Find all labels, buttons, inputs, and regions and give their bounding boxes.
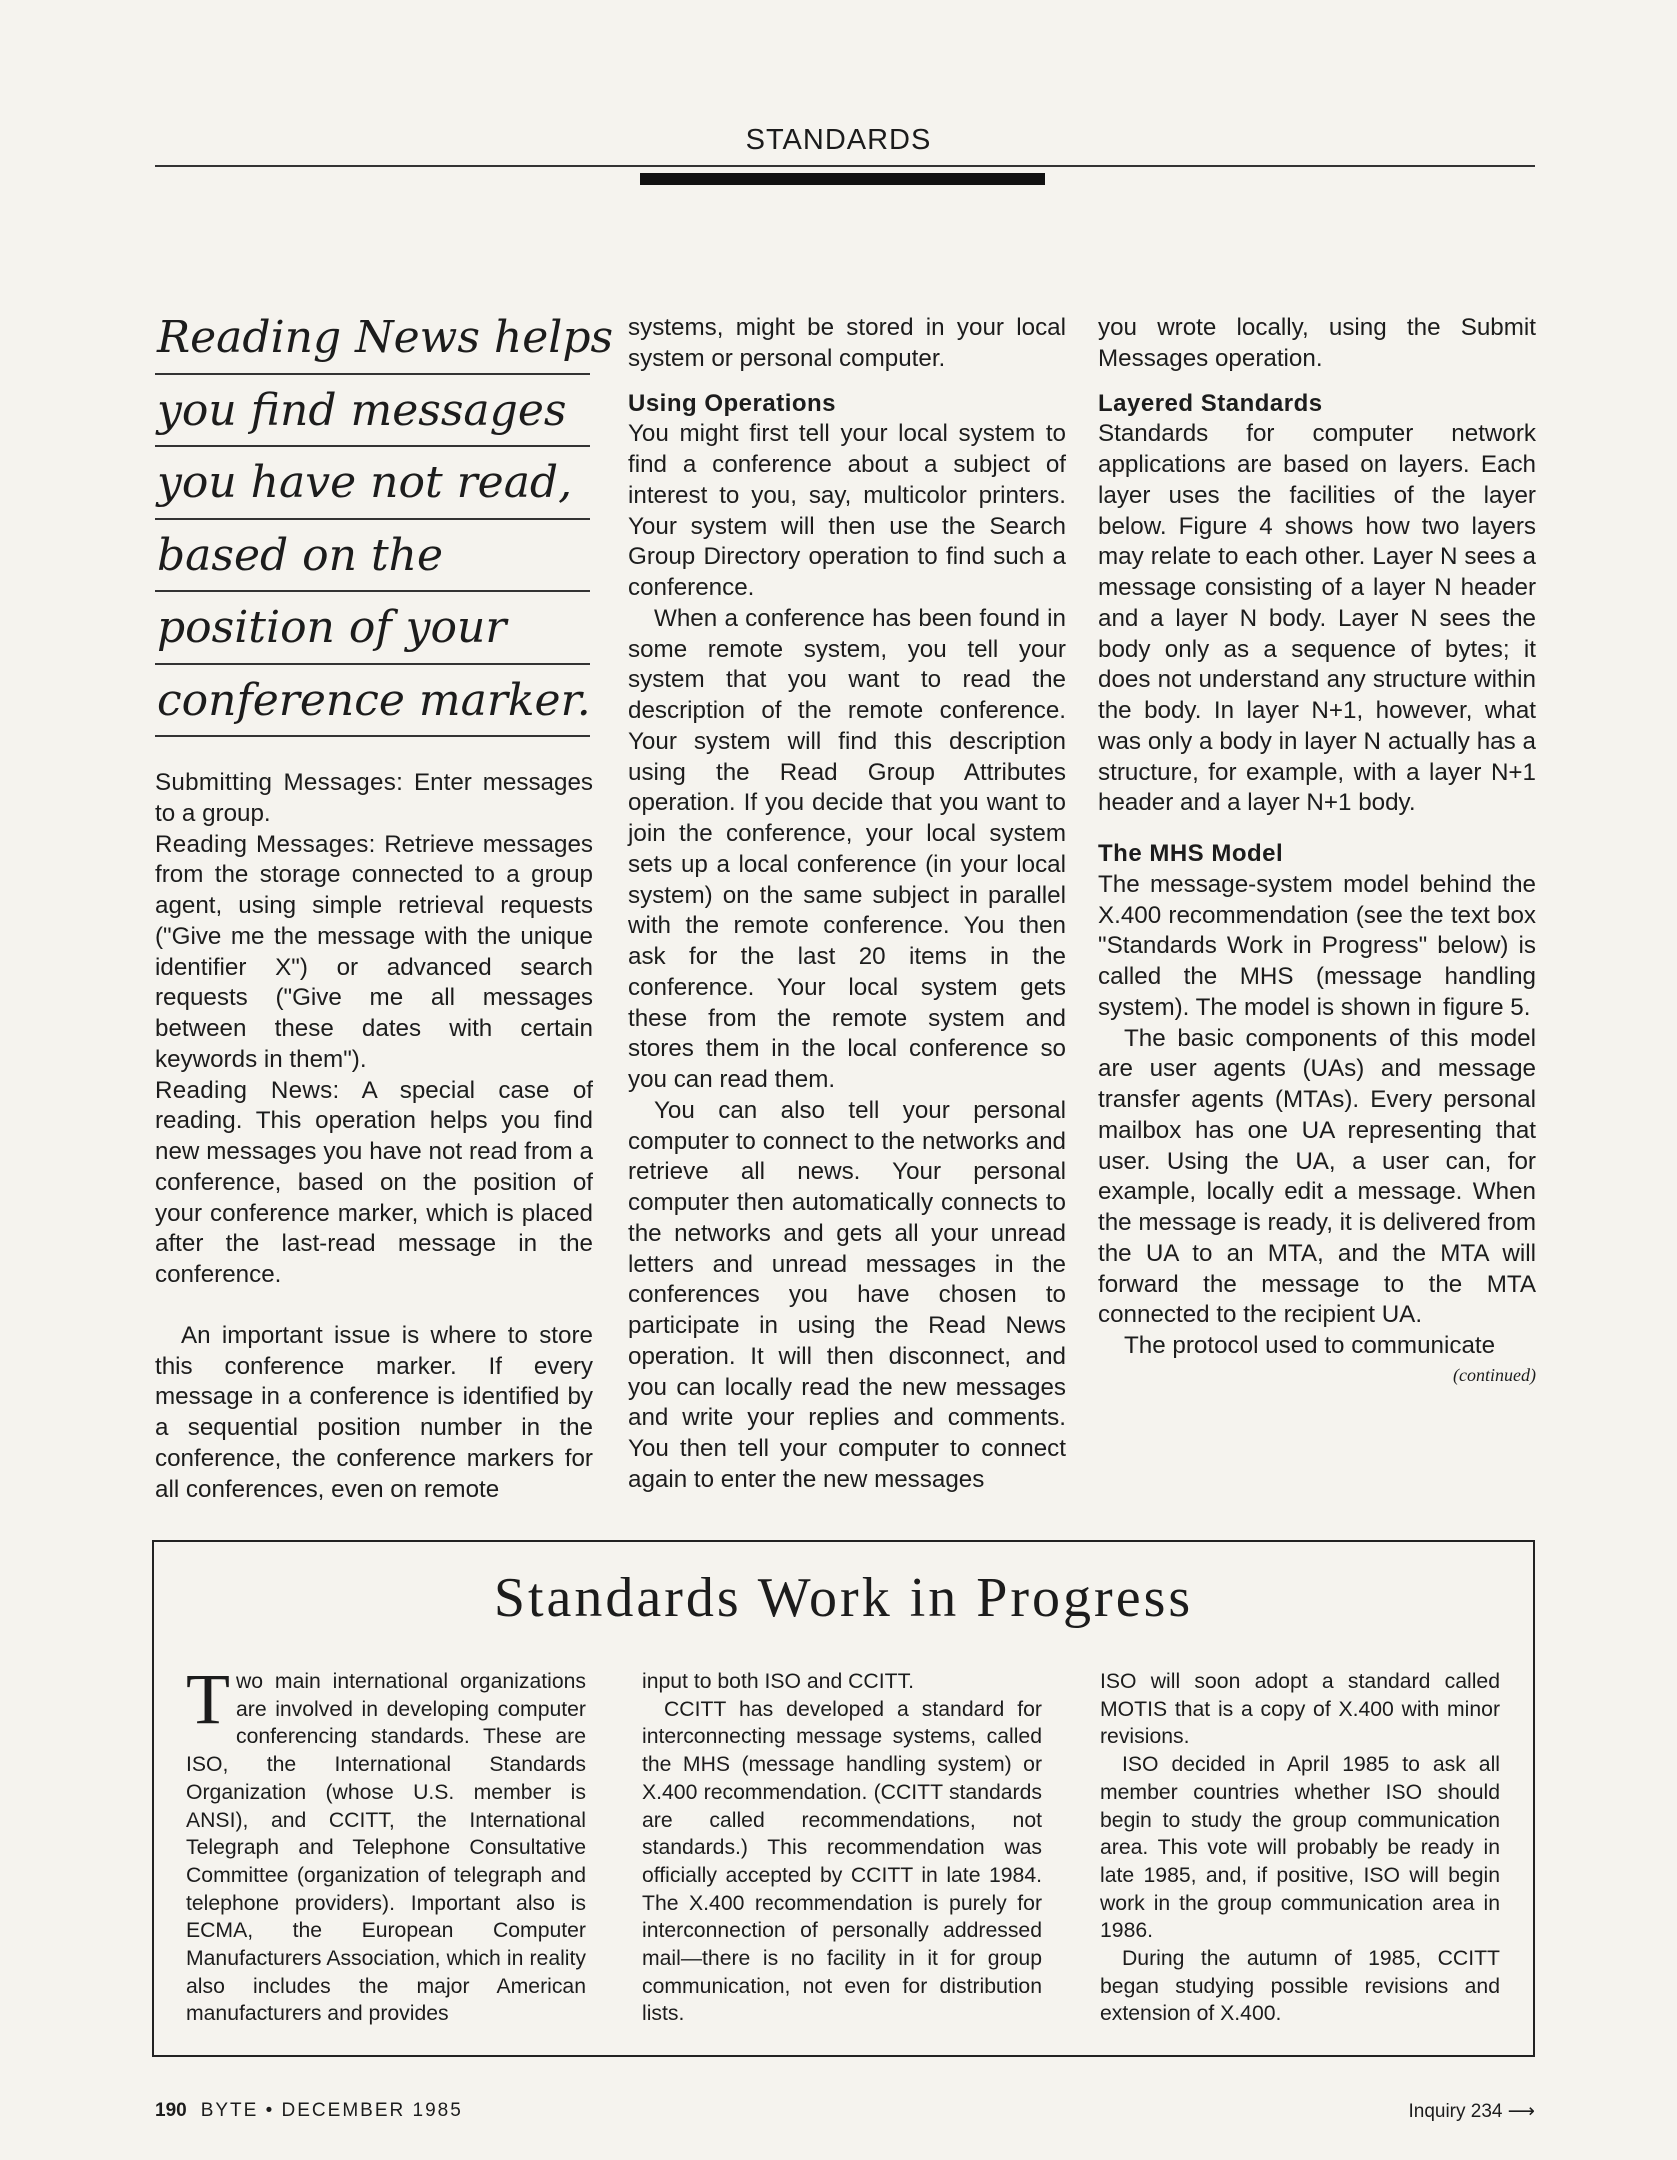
column-1 xyxy=(155,768,593,1505)
paragraph: ISO will soon adopt a standard called MOTIS that is a copy of X.400 with minor revisions. xyxy=(1100,1670,1500,1749)
term-label: Reading Messages: xyxy=(155,830,376,858)
section-heading: Layered Standards xyxy=(1098,389,1323,417)
section-heading: The MHS Model xyxy=(1098,840,1284,867)
paragraph: ISO decided in April 1985 to ask all member countries whether ISO should begin to study the group communication area. This vote will probably be ready in late 1985, and, if positive, ISO will begin work in the group communication area in 1986. xyxy=(1100,1753,1500,1943)
paragraph: wo main international organizations are involved in developing computer conferencing standards. These are ISO, the International Standards Organization (whose U.S. member is ANSI), and CCITT, the International Telegraph and Telephone Consultative Committee (organization of telegraph and telephone providers). Important also is ECMA, the European Computer Manufacturers Association, which in reality also includes the major American manufacturers and provides xyxy=(186,1670,586,2026)
drop-cap: T xyxy=(186,1659,230,1739)
term-label: Submitting Messages: xyxy=(155,769,404,796)
box-column-2 xyxy=(642,1668,1042,2028)
paragraph: When a conference has been found in some remote system, you tell your system that you want to read the description of the remote conference. Your system will find this description using the Read Group Attributes operation. If you decide that you want to join the conference, your local system sets up a local conference (in your local system) on the same subject in parallel with the remote conference. You then ask for the last 20 items in the conference. Your local system gets these from the remote system and stores them in the local conference so you can read them. xyxy=(628,604,1066,1093)
term-text: A special case of reading. This operation helps you find new messages you have not read from a conference, based on the position of your conference marker, which is placed after the last-read message in the conference. xyxy=(155,1076,594,1288)
paragraph: You might first tell your local system to find a conference about a subject of interest to you, say, multicolor printers. Your system will then use the Search Group Directory operation to find such a conference. xyxy=(628,420,1066,601)
footer-folio xyxy=(155,2100,463,2122)
term-label: Reading News: xyxy=(155,1076,340,1104)
paragraph: During the autumn of 1985, CCITT began studying possible revisions and extension of X.400. xyxy=(1100,1947,1500,2026)
box-column-3 xyxy=(1100,1668,1500,2028)
term-text: Enter messages to a group. xyxy=(155,769,593,827)
paragraph: The basic components of this model are user agents (UAs) and message transfer agents (MTAs). Every personal mailbox has one UA representing that user. Using the UA, a user can, for example, locally edit a message. When the message is ready, it is delivered from the UA to an MTA, and the MTA will forward the message to the MTA connected to the recipient UA. xyxy=(1098,1024,1536,1329)
section-heading: Using Operations xyxy=(628,389,837,417)
box-title: Standards Work in Progress xyxy=(493,1567,1194,1629)
paragraph: CCITT has developed a standard for interconnecting message systems, called the MHS (message handling system) or X.400 recommendation. (CCITT standards are called recommendations, not standards.) This recommendation was officially accepted by CCITT in late 1984. The X.400 recommendation is purely for interconnection of personally addressed mail—there is no facility in it for group communication, not even for distribution lists. xyxy=(642,1697,1042,2026)
paragraph: systems, might be stored in your local system or personal computer. xyxy=(628,314,1066,372)
definition-item xyxy=(155,768,593,830)
definition-item xyxy=(155,830,593,1076)
header-rule xyxy=(155,165,1535,167)
term-text: Retrieve messages from the storage connected to a group agent, using simple retrieval requests ("Give me the message with the unique identifier X") or advanced search requests ("Give me all messages between these dates with certain keywords in them"). xyxy=(155,830,593,1073)
page-number: 190 xyxy=(155,2100,187,2121)
paragraph: Standards for computer network applications are based on layers. Each layer uses the facilities of the layer below. Figure 4 shows how two layers may relate to each other. Layer N sees a message consisting of a layer N header and a layer N body. Layer N sees the body only as a sequence of bytes; it does not understand any structure within the body. In layer N+1, however, what was only a body in layer N actually has a structure, for example, with a layer N+1 header and a layer N+1 body. xyxy=(1098,420,1536,817)
paragraph: input to both ISO and CCITT. xyxy=(642,1670,915,1693)
paragraph: The message-system model behind the X.400 recommendation (see the text box "Standards Work in Progress" below) is called the MHS (message handling system). The model is shown in figure 5. xyxy=(1098,870,1536,1021)
pull-quote-line: you have not read, xyxy=(155,447,590,520)
pull-quote-line: Reading News helps xyxy=(155,302,590,375)
magazine-issue: BYTE • DECEMBER 1985 xyxy=(200,2100,463,2121)
box-column-1 xyxy=(186,1659,586,2028)
continued-note: (continued) xyxy=(1453,1364,1536,1385)
pull-quote-line: based on the xyxy=(155,520,590,593)
inquiry-link: Inquiry 234 ⟶ xyxy=(1408,2101,1535,2122)
pull-quote-line: position of your xyxy=(155,592,590,665)
header-bar xyxy=(640,173,1045,185)
definition-item xyxy=(155,1076,593,1291)
paragraph: you wrote locally, using the Submit Messages operation. xyxy=(1098,314,1536,372)
column-2 xyxy=(628,313,1066,1496)
pull-quote xyxy=(155,302,614,737)
paragraph: You can also tell your personal computer to connect to the networks and retrieve all news. Your personal computer then automatically connects to the networks and gets all your unread letters and unread messages in the conferences you have chosen to participate in using the Read News operation. It will then disconnect, and you can locally read the new messages and write your replies and comments. You then tell your computer to connect again to enter the new messages xyxy=(628,1096,1066,1493)
sidebar-box xyxy=(152,1540,1535,2057)
section-header: STANDARDS xyxy=(745,124,932,156)
pull-quote-line: you find messages xyxy=(155,375,590,448)
pull-quote-line: conference marker. xyxy=(155,665,590,738)
column-3 xyxy=(1098,313,1536,1388)
paragraph: The protocol used to communicate xyxy=(1124,1332,1496,1359)
paragraph: An important issue is where to store this conference marker. If every message in a conference is identified by a sequential position number in the conference, the conference markers for all conferences, even on remote xyxy=(155,1321,593,1503)
